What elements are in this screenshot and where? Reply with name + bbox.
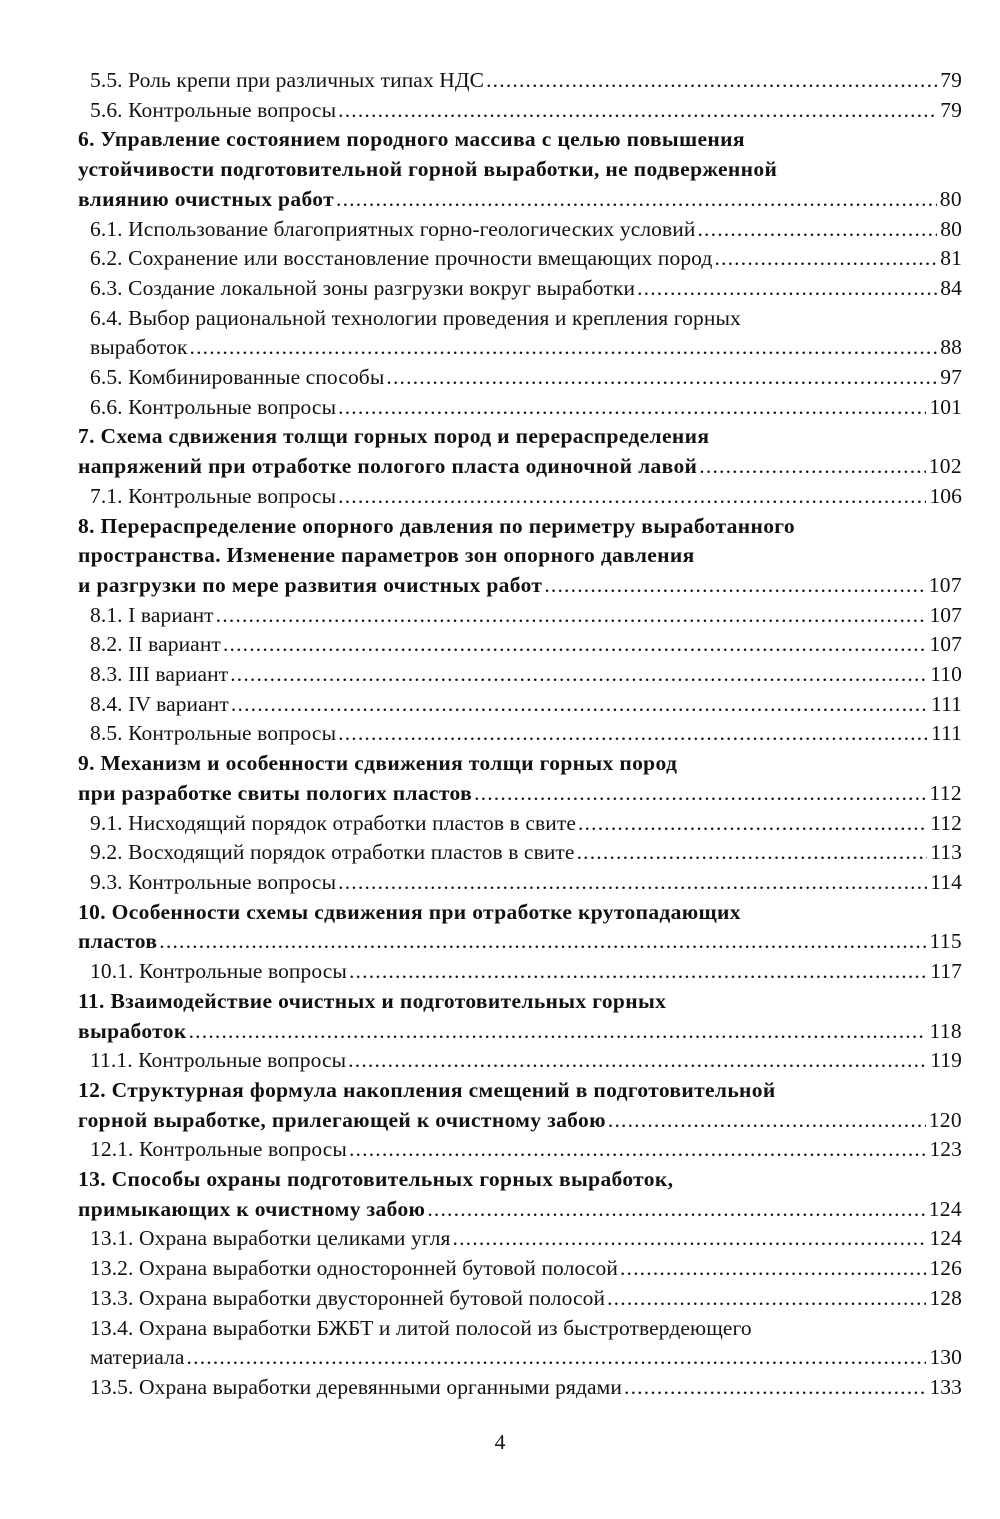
toc-section-entry	[78, 1224, 962, 1254]
toc-entry-title-line: 13.5. Охрана выработки деревянными органными рядами	[90, 1374, 622, 1399]
toc-entry-title-line: влиянию очистных работ	[78, 186, 334, 211]
toc-entry-line	[90, 482, 962, 512]
toc-chapter-entry	[78, 1076, 962, 1135]
toc-section-entry	[78, 1284, 962, 1314]
toc-section-entry	[78, 1314, 962, 1373]
toc-section-entry	[78, 1135, 962, 1165]
dot-leader	[336, 185, 937, 215]
dot-leader	[608, 1106, 926, 1136]
toc-section-entry	[78, 660, 962, 690]
toc-entry-line	[90, 660, 962, 690]
toc-entry-title-line: 5.5. Роль крепи при различных типах НДС	[90, 68, 485, 92]
toc-entry-line	[90, 1254, 962, 1284]
toc-entry-line	[90, 244, 962, 274]
toc-entry-title-line: 6.2. Сохранение или восстановление прочности вмещающих пород	[90, 246, 713, 271]
toc-section-entry	[78, 630, 962, 660]
toc-entry-line	[78, 1017, 962, 1047]
toc-entry-line	[90, 333, 962, 363]
toc-chapter-entry	[78, 512, 962, 601]
toc-section-entry	[78, 1373, 962, 1403]
toc-entry-line	[78, 1195, 962, 1225]
toc-entry-title-line: 9. Механизм и особенности сдвижения толщи горных пород	[78, 751, 678, 776]
toc-chapter-entry	[78, 1165, 962, 1224]
toc-chapter-entry	[78, 898, 962, 957]
toc-entry-line	[90, 601, 962, 631]
toc-page-number: 120	[928, 1107, 962, 1132]
toc-entry-line	[90, 393, 962, 423]
toc-entry-title-line: 6.6. Контрольные вопросы	[90, 394, 337, 419]
toc-page-number: 112	[929, 780, 962, 805]
toc-page-number: 79	[940, 97, 962, 122]
toc-chapter-entry	[78, 422, 962, 481]
toc-section-entry	[78, 66, 962, 96]
toc-page-number: 133	[929, 1374, 962, 1399]
dot-leader	[544, 571, 925, 601]
toc-page-number: 107	[929, 632, 962, 657]
toc-entry-title-line: примыкающих к очистному забою	[78, 1196, 426, 1221]
toc-entry-title-line: 13.3. Охрана выработки двусторонней бутовой полосой	[90, 1285, 606, 1310]
toc-page-number: 106	[929, 483, 962, 508]
dot-leader	[577, 838, 928, 868]
toc-entry-title-line: 8.1. I вариант	[90, 602, 214, 627]
dot-leader	[386, 363, 937, 393]
toc-page-number: 97	[940, 365, 962, 390]
toc-entry-title-line: 7. Схема сдвижения толщи горных пород и перераспределения	[78, 424, 710, 449]
toc-entry-line	[90, 1046, 962, 1076]
toc-page-number: 110	[930, 662, 962, 687]
toc-section-entry	[78, 1254, 962, 1284]
toc-chapter-entry	[78, 987, 962, 1046]
dot-leader	[348, 1046, 927, 1076]
toc-page-number: 107	[928, 572, 962, 597]
dot-leader	[187, 1343, 927, 1373]
dot-leader	[578, 809, 927, 839]
toc-entry-title-line: 8.5. Контрольные вопросы	[90, 721, 337, 746]
toc-entry-title-line: 8.2. II вариант	[90, 632, 221, 657]
dot-leader	[338, 482, 926, 512]
toc-entry-line	[90, 690, 962, 720]
toc-entry-title-line: 11. Взаимодействие очистных и подготовительных горных	[78, 988, 667, 1013]
toc-entry-title-line: 13.4. Охрана выработки БЖБТ и литой полосой из быстротвердеющего	[90, 1315, 752, 1340]
toc-entry-line	[90, 838, 962, 868]
toc-section-entry	[78, 393, 962, 423]
toc-page-number: 102	[928, 454, 962, 479]
dot-leader	[714, 244, 937, 274]
toc-entry-title-line: при разработке свиты пологих пластов	[78, 780, 473, 805]
toc-entry-title-line: выработок	[78, 1018, 187, 1043]
toc-section-entry	[78, 809, 962, 839]
toc-section-entry	[78, 868, 962, 898]
toc-entry-title-line: 8.4. IV вариант	[90, 691, 229, 716]
toc-section-entry	[78, 244, 962, 274]
dot-leader	[338, 96, 937, 126]
toc-entry-line	[78, 927, 962, 957]
toc-entry-line	[78, 1106, 962, 1136]
dot-leader	[159, 927, 926, 957]
toc-page-number: 79	[940, 68, 962, 92]
toc-section-entry	[78, 215, 962, 245]
toc-page-number: 84	[940, 275, 962, 300]
toc-section-entry	[78, 690, 962, 720]
dot-leader	[231, 690, 928, 720]
toc-entry-title-line: 13. Способы охраны подготовительных горных выработок,	[78, 1167, 674, 1192]
toc-section-entry	[78, 482, 962, 512]
toc-entry-title-line: 9.1. Нисходящий порядок отработки пластов в свите	[90, 810, 576, 835]
toc-entry-title-line: 9.2. Восходящий порядок отработки пластов в свите	[90, 840, 575, 865]
toc-entry-line	[90, 1284, 962, 1314]
toc-chapter-entry	[78, 125, 962, 214]
toc-page-number: 124	[928, 1196, 962, 1221]
toc-entry-title-line: 6.1. Использование благоприятных горно-геологических условий	[90, 216, 696, 241]
toc-entry-title-line: напряжений при отработке пологого пласта одиночной лавой	[78, 454, 698, 479]
toc-entry-title-line: 10. Особенности схемы сдвижения при отработке крутопадающих	[78, 899, 741, 924]
toc-entry-line	[90, 1343, 962, 1373]
toc-page-number: 80	[939, 186, 962, 211]
dot-leader	[427, 1195, 925, 1225]
toc-entry-title-line: 5.6. Контрольные вопросы	[90, 97, 337, 122]
toc-entry-title-line: и разгрузки по мере развития очистных работ	[78, 572, 543, 597]
toc-chapter-entry	[78, 749, 962, 808]
toc-entry-line	[90, 1135, 962, 1165]
toc-entry-line	[90, 630, 962, 660]
toc-entry-line	[90, 809, 962, 839]
toc-section-entry	[78, 363, 962, 393]
toc-page-number: 81	[940, 246, 962, 271]
toc-section-entry	[78, 601, 962, 631]
dot-leader	[486, 66, 937, 96]
toc-entry-title-line: 12. Структурная формула накопления смещений в подготовительной	[78, 1077, 776, 1102]
dot-leader	[637, 274, 937, 304]
dot-leader	[453, 1224, 927, 1254]
toc-page-number: 118	[929, 1018, 962, 1043]
toc-page-number: 111	[931, 691, 962, 716]
dot-leader	[349, 1135, 926, 1165]
toc-entry-title-line: 8.3. III вариант	[90, 662, 229, 687]
dot-leader	[216, 601, 927, 631]
toc-entry-title-line: 7.1. Контрольные вопросы	[90, 483, 337, 508]
toc-page-number: 126	[929, 1256, 962, 1281]
dot-leader	[620, 1254, 926, 1284]
toc-page-number: 113	[930, 840, 962, 865]
toc-entry-line	[78, 779, 962, 809]
toc-entry-title-line: устойчивости подготовительной горной выработки, не подверженной	[78, 157, 778, 182]
toc-page-number: 115	[929, 929, 962, 954]
toc-entry-line	[90, 274, 962, 304]
toc-page-number: 88	[940, 335, 962, 360]
toc-entry-title-line: пластов	[78, 929, 158, 954]
toc-page-number: 107	[929, 602, 962, 627]
toc-entry-title-line: выработок	[90, 335, 188, 360]
toc-section-entry	[78, 1046, 962, 1076]
dot-leader	[474, 779, 926, 809]
toc-entry-title-line: горной выработке, прилегающей к очистному забою	[78, 1107, 606, 1132]
toc-section-entry	[78, 274, 962, 304]
toc-page-number: 117	[930, 959, 962, 984]
toc-section-entry	[78, 96, 962, 126]
toc-section-entry	[78, 838, 962, 868]
toc-page-number: 119	[930, 1048, 962, 1073]
toc-entry-title-line: 6.3. Создание локальной зоны разгрузки вокруг выработки	[90, 275, 636, 300]
toc-entry-line	[78, 452, 962, 482]
table-of-contents	[78, 66, 962, 1403]
toc-entry-line	[90, 96, 962, 126]
dot-leader	[190, 333, 938, 363]
toc-page-number: 111	[931, 721, 962, 746]
toc-entry-title-line: 12.1. Контрольные вопросы	[90, 1137, 347, 1162]
toc-page-number: 123	[929, 1137, 962, 1162]
dot-leader	[699, 452, 925, 482]
toc-entry-line	[90, 719, 962, 749]
toc-entry-line	[90, 1373, 962, 1403]
dot-leader	[338, 393, 926, 423]
toc-entry-line	[90, 1224, 962, 1254]
toc-entry-title-line: 8. Перераспределение опорного давления по периметру выработанного	[78, 513, 795, 538]
dot-leader	[189, 1017, 927, 1047]
toc-entry-title-line: 6.5. Комбинированные способы	[90, 365, 385, 390]
toc-entry-title-line: 6. Управление состоянием породного массива с целью повышения	[78, 127, 745, 152]
toc-section-entry	[78, 957, 962, 987]
dot-leader	[338, 719, 928, 749]
toc-entry-title-line: 11.1. Контрольные вопросы	[90, 1048, 347, 1073]
toc-entry-title-line: 9.3. Контрольные вопросы	[90, 869, 337, 894]
toc-entry-line	[78, 185, 962, 215]
toc-page-number: 128	[929, 1285, 962, 1310]
toc-entry-line	[78, 571, 962, 601]
toc-page-number: 124	[929, 1226, 962, 1251]
page-number: 4	[494, 1430, 506, 1454]
toc-entry-line	[90, 363, 962, 393]
toc-page-number: 101	[929, 394, 962, 419]
toc-entry-line	[90, 215, 962, 245]
toc-entry-line	[90, 957, 962, 987]
dot-leader	[607, 1284, 926, 1314]
toc-page-number: 114	[930, 869, 962, 894]
toc-entry-line	[90, 66, 962, 96]
dot-leader	[338, 868, 927, 898]
toc-page-number: 130	[929, 1345, 962, 1370]
dot-leader	[223, 630, 927, 660]
dot-leader	[624, 1373, 926, 1403]
toc-entry-title-line: 13.2. Охрана выработки односторонней бутовой полосой	[90, 1256, 618, 1281]
toc-entry-title-line: 10.1. Контрольные вопросы	[90, 959, 347, 984]
dot-leader	[230, 660, 927, 690]
toc-entry-title-line: материала	[90, 1345, 185, 1370]
toc-section-entry	[78, 719, 962, 749]
toc-entry-line	[90, 868, 962, 898]
toc-page-number: 112	[930, 810, 962, 835]
toc-entry-title-line: 6.4. Выбор рациональной технологии проведения и крепления горных	[90, 305, 741, 330]
toc-page-number: 80	[940, 216, 962, 241]
dot-leader	[349, 957, 927, 987]
toc-entry-title-line: 13.1. Охрана выработки целиками угля	[90, 1226, 451, 1251]
dot-leader	[697, 215, 937, 245]
toc-entry-title-line: пространства. Изменение параметров зон опорного давления	[78, 543, 695, 568]
toc-section-entry	[78, 304, 962, 363]
